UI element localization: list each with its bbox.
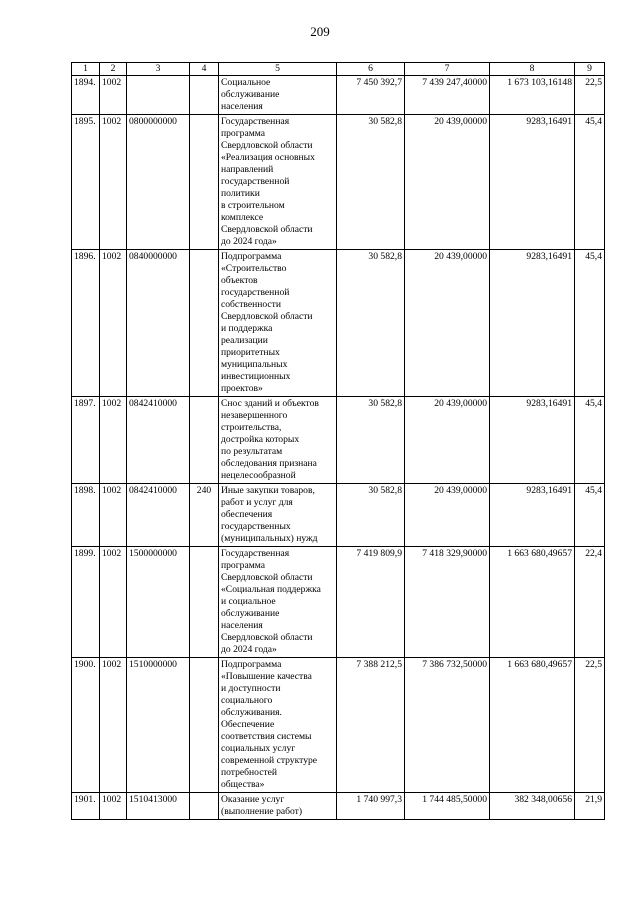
row-name-line: потребностей — [221, 767, 278, 778]
row-name-line: Свердловской области — [221, 311, 313, 322]
row-name-line: населения — [221, 620, 263, 631]
row-number: 1899. — [72, 547, 100, 658]
target-article-code: 1510000000 — [127, 658, 190, 793]
row-name-line: политики — [221, 188, 260, 199]
header-col-8: 8 — [490, 63, 575, 76]
row-name-line: проектов» — [221, 383, 263, 394]
executed-amount: 1 673 103,16148 — [490, 76, 575, 115]
row-name-line: незавершенного — [221, 410, 288, 421]
expense-type-code: 240 — [190, 484, 219, 547]
table-row — [72, 250, 605, 397]
row-name-line: «Строительство — [221, 263, 287, 274]
target-article-code: 1500000000 — [127, 547, 190, 658]
refined-amount: 20 439,00000 — [405, 397, 490, 484]
header-col-6: 6 — [337, 63, 405, 76]
row-name-line: Обеспечение — [221, 719, 275, 730]
row-name-line: государственных — [221, 521, 291, 532]
row-name-line: (выполнение работ) — [221, 806, 303, 817]
row-name-line: инвестиционных — [221, 371, 291, 382]
row-name-line: направлений — [221, 164, 274, 175]
row-name-line: социальных услуг — [221, 743, 296, 754]
refined-amount: 20 439,00000 — [405, 250, 490, 397]
row-name-line: Государственная — [221, 116, 290, 127]
section-code: 1002 — [100, 76, 127, 115]
table-row — [72, 658, 605, 793]
row-name-line: работ и услуг для — [221, 497, 293, 508]
header-col-4: 4 — [190, 63, 219, 76]
row-number: 1901. — [72, 793, 100, 820]
table-row — [72, 115, 605, 250]
row-name-line: социального — [221, 695, 273, 706]
row-name-line: и поддержка — [221, 323, 273, 334]
target-article-code: 1510413000 — [127, 793, 190, 820]
row-name-line: Подпрограмма — [221, 251, 282, 262]
row-name-line: Свердловской области — [221, 632, 313, 643]
execution-percent: 45,4 — [575, 484, 605, 547]
table-row — [72, 484, 605, 547]
table-row — [72, 397, 605, 484]
row-name-line: (муниципальных) нужд — [221, 533, 318, 544]
table-row — [72, 76, 605, 115]
execution-percent: 22,5 — [575, 76, 605, 115]
table-row — [72, 793, 605, 820]
section-code: 1002 — [100, 547, 127, 658]
row-name-line: по результатам — [221, 446, 283, 457]
row-name-line: современной структуре — [221, 755, 318, 766]
row-name-line: государственной — [221, 287, 290, 298]
row-number: 1900. — [72, 658, 100, 793]
budget-table — [71, 62, 605, 820]
approved-amount: 1 740 997,3 — [337, 793, 405, 820]
approved-amount: 30 582,8 — [337, 250, 405, 397]
approved-amount: 30 582,8 — [337, 115, 405, 250]
approved-amount: 7 419 809,9 — [337, 547, 405, 658]
row-name-line: государственной — [221, 176, 290, 187]
executed-amount: 1 663 680,49657 — [490, 658, 575, 793]
row-number: 1895. — [72, 115, 100, 250]
row-name-line: обеспечения — [221, 509, 273, 520]
row-name-line: достройка которых — [221, 434, 300, 445]
table-row — [72, 547, 605, 658]
row-name-line: соответствия системы — [221, 731, 312, 742]
target-article-code: 0842410000 — [127, 484, 190, 547]
row-name-line: обслуживание — [221, 608, 280, 619]
row-name-line: и доступности — [221, 683, 281, 694]
executed-amount: 382 348,00656 — [490, 793, 575, 820]
row-name-line: программа — [221, 128, 266, 139]
section-code: 1002 — [100, 115, 127, 250]
row-number: 1896. — [72, 250, 100, 397]
execution-percent: 45,4 — [575, 250, 605, 397]
executed-amount: 1 663 680,49657 — [490, 547, 575, 658]
execution-percent: 22,5 — [575, 658, 605, 793]
section-code: 1002 — [100, 658, 127, 793]
refined-amount: 1 744 485,50000 — [405, 793, 490, 820]
header-col-5: 5 — [219, 63, 337, 76]
executed-amount: 9283,16491 — [490, 484, 575, 547]
refined-amount: 20 439,00000 — [405, 484, 490, 547]
row-name-line: до 2024 года» — [221, 236, 277, 247]
refined-amount: 7 439 247,40000 — [405, 76, 490, 115]
row-name — [219, 115, 337, 250]
execution-percent: 45,4 — [575, 397, 605, 484]
row-name-line: и социальное — [221, 596, 276, 607]
row-name-line: собственности — [221, 299, 282, 310]
row-name — [219, 547, 337, 658]
approved-amount: 7 388 212,5 — [337, 658, 405, 793]
execution-percent: 22,4 — [575, 547, 605, 658]
row-name — [219, 484, 337, 547]
execution-percent: 21,9 — [575, 793, 605, 820]
execution-percent: 45,4 — [575, 115, 605, 250]
approved-amount: 30 582,8 — [337, 397, 405, 484]
row-name-line: до 2024 года» — [221, 644, 277, 655]
expense-type-code — [190, 397, 219, 484]
row-number: 1898. — [72, 484, 100, 547]
row-name — [219, 397, 337, 484]
row-name-line: Иные закупки товаров, — [221, 485, 315, 496]
row-name — [219, 793, 337, 820]
row-name-line: реализации — [221, 335, 268, 346]
refined-amount: 7 418 329,90000 — [405, 547, 490, 658]
row-name-line: населения — [221, 101, 263, 112]
section-code: 1002 — [100, 484, 127, 547]
section-code: 1002 — [100, 397, 127, 484]
expense-type-code — [190, 76, 219, 115]
expense-type-code — [190, 547, 219, 658]
row-name-line: нецелесообразной — [221, 470, 296, 481]
header-col-9: 9 — [575, 63, 605, 76]
row-name-line: программа — [221, 560, 266, 571]
row-name-line: «Реализация основных — [221, 152, 315, 163]
row-name-line: комплексе — [221, 212, 264, 223]
row-name-line: в строительном — [221, 200, 285, 211]
page-number: 209 — [310, 24, 330, 39]
approved-amount: 7 450 392,7 — [337, 76, 405, 115]
row-name — [219, 76, 337, 115]
row-number: 1897. — [72, 397, 100, 484]
row-name-line: Социальное — [221, 77, 271, 88]
row-name-line: муниципальных — [221, 359, 288, 370]
row-name-line: Свердловской области — [221, 224, 313, 235]
header-col-1: 1 — [72, 63, 100, 76]
header-col-7: 7 — [405, 63, 490, 76]
target-article-code: 0840000000 — [127, 250, 190, 397]
row-name-line: обслуживание — [221, 89, 280, 100]
row-name-line: Оказание услуг — [221, 794, 285, 805]
row-name-line: Снос зданий и объектов — [221, 398, 319, 409]
expense-type-code — [190, 658, 219, 793]
row-name-line: объектов — [221, 275, 258, 286]
row-name-line: Государственная — [221, 548, 290, 559]
header-col-3: 3 — [127, 63, 190, 76]
refined-amount: 7 386 732,50000 — [405, 658, 490, 793]
row-name-line: Свердловской области — [221, 140, 313, 151]
table-body — [72, 76, 605, 820]
executed-amount: 9283,16491 — [490, 397, 575, 484]
expense-type-code — [190, 250, 219, 397]
row-name-line: Свердловской области — [221, 572, 313, 583]
approved-amount: 30 582,8 — [337, 484, 405, 547]
row-name — [219, 658, 337, 793]
refined-amount: 20 439,00000 — [405, 115, 490, 250]
target-article-code: 0842410000 — [127, 397, 190, 484]
executed-amount: 9283,16491 — [490, 115, 575, 250]
target-article-code: 0800000000 — [127, 115, 190, 250]
row-number: 1894. — [72, 76, 100, 115]
row-name-line: обследования признана — [221, 458, 317, 469]
header-col-2: 2 — [100, 63, 127, 76]
section-code: 1002 — [100, 250, 127, 397]
row-name-line: «Повышение качества — [221, 671, 312, 682]
row-name-line: приоритетных — [221, 347, 280, 358]
row-name — [219, 250, 337, 397]
section-code: 1002 — [100, 793, 127, 820]
target-article-code — [127, 76, 190, 115]
row-name-line: строительства, — [221, 422, 282, 433]
row-name-line: обслуживания. — [221, 707, 282, 718]
row-name-line: Подпрограмма — [221, 659, 282, 670]
row-name-line: общества» — [221, 779, 265, 790]
expense-type-code — [190, 115, 219, 250]
executed-amount: 9283,16491 — [490, 250, 575, 397]
table-header-row — [72, 63, 605, 76]
expense-type-code — [190, 793, 219, 820]
row-name-line: «Социальная поддержка — [221, 584, 321, 595]
